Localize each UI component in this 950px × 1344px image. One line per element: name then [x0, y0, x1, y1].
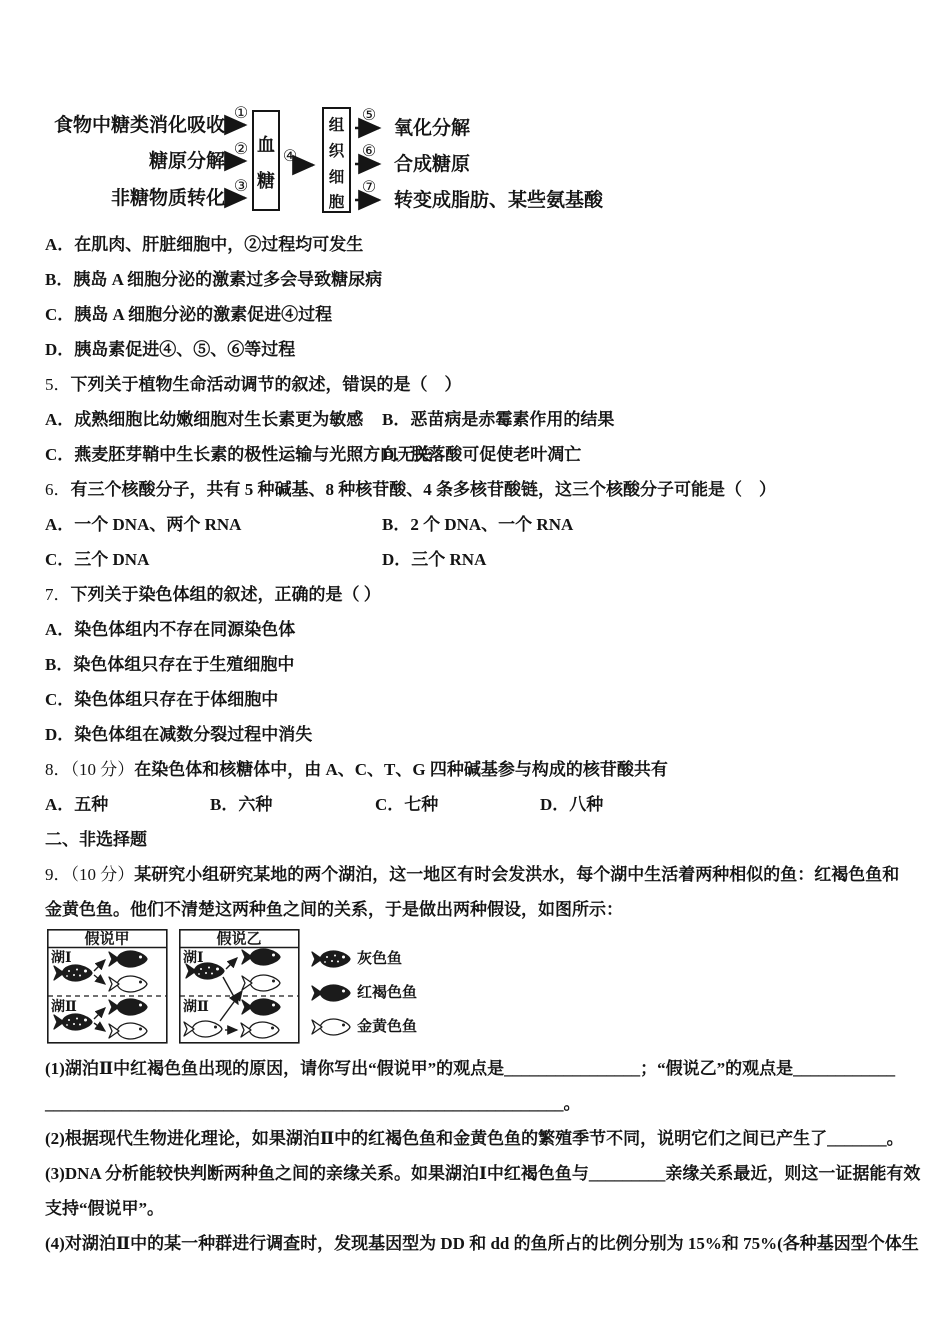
q9-stem-text-1: 某研究小组研究某地的两个湖泊，这一地区有时会发洪水，每个湖中生活着两种相似的鱼：红褐色鱼和 — [134, 865, 900, 884]
gray-fish-icon — [312, 951, 350, 967]
circled-5: ⑤ — [361, 107, 377, 124]
tissue-cell-char-4: 胞 — [328, 194, 345, 211]
section-2-heading: 二、非选择题 — [45, 830, 147, 849]
q7-stem — [45, 577, 950, 612]
q8-score: （10 分） — [70, 760, 135, 779]
q8-options-row — [45, 787, 950, 822]
golden-fish-icon — [184, 1021, 222, 1037]
q5-option-a: A．成熟细胞比幼嫩细胞对生长素更为敏感 — [45, 410, 364, 429]
hypothesis-b-lake2-label: 湖Ⅱ — [183, 1000, 209, 1015]
q4-option-b: B．胰岛 A 细胞分泌的激素过多会导致糖尿病 — [45, 270, 383, 289]
circled-4: ④ — [282, 148, 298, 165]
q9-sub4: (4)对湖泊Ⅱ中的某一种群进行调查时，发现基因型为 DD 和 dd 的鱼所占的比例分别为 15%和 75%(各种基因型个体生 — [45, 1234, 919, 1253]
q5-options-row-2 — [45, 437, 950, 472]
q5-stem — [45, 367, 950, 402]
q8-stem-text: 在染色体和核糖体中，由 A、C、T、G 四种碱基参与构成的核苷酸共有 — [134, 760, 668, 779]
q4-option-d: D．胰岛素促进④、⑤、⑥等过程 — [45, 340, 296, 359]
q6-options-row-1 — [45, 507, 950, 542]
golden-fish-icon — [109, 1023, 147, 1039]
circled-7: ⑦ — [361, 179, 377, 196]
golden-fish-icon — [109, 976, 147, 992]
circled-2: ② — [233, 141, 249, 158]
red-brown-fish-icon — [109, 951, 147, 967]
gray-fish-icon — [54, 1014, 92, 1030]
blood-sugar-box — [253, 111, 279, 210]
q4-option-c: C．胰岛 A 细胞分泌的激素促进④过程 — [45, 305, 333, 324]
blood-sugar-char-1: 血 — [257, 135, 275, 155]
circled-1: ① — [233, 105, 249, 122]
q5-option-d: D．脱落酸可促使老叶凋亡 — [382, 445, 582, 464]
diagram-output-label-1: 氧化分解 — [394, 118, 471, 139]
gray-fish-icon — [54, 965, 92, 981]
q7-option-d: D．染色体组在减数分裂过程中消失 — [45, 725, 313, 744]
golden-fish-icon — [242, 975, 280, 991]
hypothesis-b-panel — [180, 930, 299, 1043]
q8-option-b: B．六种 — [210, 795, 273, 814]
legend-gray-fish-label: 灰色鱼 — [357, 951, 403, 967]
q7-option-c: C．染色体组只存在于体细胞中 — [45, 690, 279, 709]
q6-options-row-2 — [45, 542, 950, 577]
q9-score: （10 分） — [70, 865, 135, 884]
golden-fish-icon — [241, 1022, 279, 1038]
fish-legend — [312, 949, 417, 1035]
q8-option-d: D．八种 — [540, 795, 604, 814]
q5-number: 5． — [45, 375, 71, 394]
hypothesis-a-panel — [48, 930, 167, 1043]
red-brown-fish-icon — [312, 985, 350, 1001]
q9-stem-line-1 — [45, 857, 950, 892]
q5-options-row-1 — [45, 402, 950, 437]
q8-number: 8． — [45, 760, 71, 779]
golden-fish-icon — [312, 1019, 350, 1035]
q6-option-d: D．三个 RNA — [382, 550, 487, 569]
fish-hypothesis-diagram — [47, 929, 427, 1047]
q7-option-b: B．染色体组只存在于生殖细胞中 — [45, 655, 295, 674]
q6-stem-text: 有三个核酸分子，共有 5 种碱基、8 种核苷酸、4 条多核苷酸链，这三个核酸分子可能是（ ） — [70, 480, 776, 499]
q6-option-c: C．三个 DNA — [45, 550, 150, 569]
q7-option-a: A．染色体组内不存在同源染色体 — [45, 620, 296, 639]
red-brown-fish-icon — [242, 999, 280, 1015]
q6-stem — [45, 472, 950, 507]
hypothesis-b-title: 假说乙 — [216, 931, 262, 948]
hypothesis-b-lake1-label: 湖Ⅰ — [183, 951, 204, 966]
q5-option-b: B．恶苗病是赤霉素作用的结果 — [382, 410, 615, 429]
q9-stem-line-2: 金黄色鱼。他们不清楚这两种鱼之间的关系，于是做出两种假设，如图所示： — [45, 900, 623, 919]
glucose-flow-diagram — [45, 103, 645, 218]
q9-sub1-line-2: _____________________________________________________________。 — [45, 1094, 581, 1113]
q6-number: 6． — [45, 480, 71, 499]
question-9-subquestions — [45, 1051, 950, 1261]
q5-option-c: C．燕麦胚芽鞘中生长素的极性运输与光照方向无关 — [45, 445, 432, 464]
legend-red-brown-fish-label: 红褐色鱼 — [357, 985, 418, 1001]
diagram-input-label-1: 食物中糖类消化吸收 — [53, 115, 225, 136]
q4-option-a: A．在肌肉、肝脏细胞中，②过程均可发生 — [45, 235, 364, 254]
red-brown-fish-icon — [242, 949, 280, 965]
circled-6: ⑥ — [361, 143, 377, 160]
q9-sub2: (2)根据现代生物进化理论，如果湖泊Ⅱ中的红褐色鱼和金黄色鱼的繁殖季节不同，说明它们之间已产生了_______。 — [45, 1129, 904, 1148]
q8-option-c: C．七种 — [375, 795, 439, 814]
q7-stem-text: 下列关于染色体组的叙述，正确的是（ ） — [70, 585, 381, 604]
diagram-output-label-3: 转变成脂肪、某些氨基酸 — [394, 190, 604, 211]
hypothesis-a-lake2-label: 湖Ⅱ — [51, 1000, 77, 1015]
diagram-output-label-2: 合成糖原 — [394, 154, 471, 175]
q9-sub3-line-1: (3)DNA 分析能较快判断两种鱼之间的亲缘关系。如果湖泊Ⅰ中红褐色鱼与_________亲缘关系最近，则这一证据能有效 — [45, 1164, 921, 1183]
question-4-options — [45, 227, 950, 927]
tissue-cell-char-3: 细 — [328, 169, 345, 186]
red-brown-fish-icon — [109, 999, 147, 1015]
diagram-input-label-2: 糖原分解 — [148, 151, 225, 172]
tissue-cell-char-2: 织 — [328, 143, 345, 160]
circled-3: ③ — [233, 178, 249, 195]
diagram-input-label-3: 非糖物质转化 — [110, 188, 225, 209]
q8-option-a: A．五种 — [45, 795, 109, 814]
q7-number: 7． — [45, 585, 71, 604]
q6-option-a: A．一个 DNA、两个 RNA — [45, 515, 242, 534]
q6-option-b: B．2 个 DNA、一个 RNA — [382, 515, 574, 534]
tissue-cell-char-1: 组 — [328, 117, 345, 134]
blood-sugar-char-2: 糖 — [257, 171, 275, 191]
q9-sub3-line-2: 支持“假说甲”。 — [45, 1199, 164, 1218]
legend-golden-fish-label: 金黄色鱼 — [357, 1019, 418, 1035]
q9-sub1-line-1: (1)湖泊Ⅱ中红褐色鱼出现的原因，请你写出“假说甲”的观点是________________；“假说乙”的观点是____________ — [45, 1059, 896, 1078]
hypothesis-a-lake1-label: 湖Ⅰ — [51, 951, 72, 966]
q8-stem — [45, 752, 950, 787]
q5-stem-text: 下列关于植物生命活动调节的叙述，错误的是（ ） — [70, 375, 462, 394]
hypothesis-a-title: 假说甲 — [84, 931, 130, 948]
q9-number: 9． — [45, 865, 71, 884]
